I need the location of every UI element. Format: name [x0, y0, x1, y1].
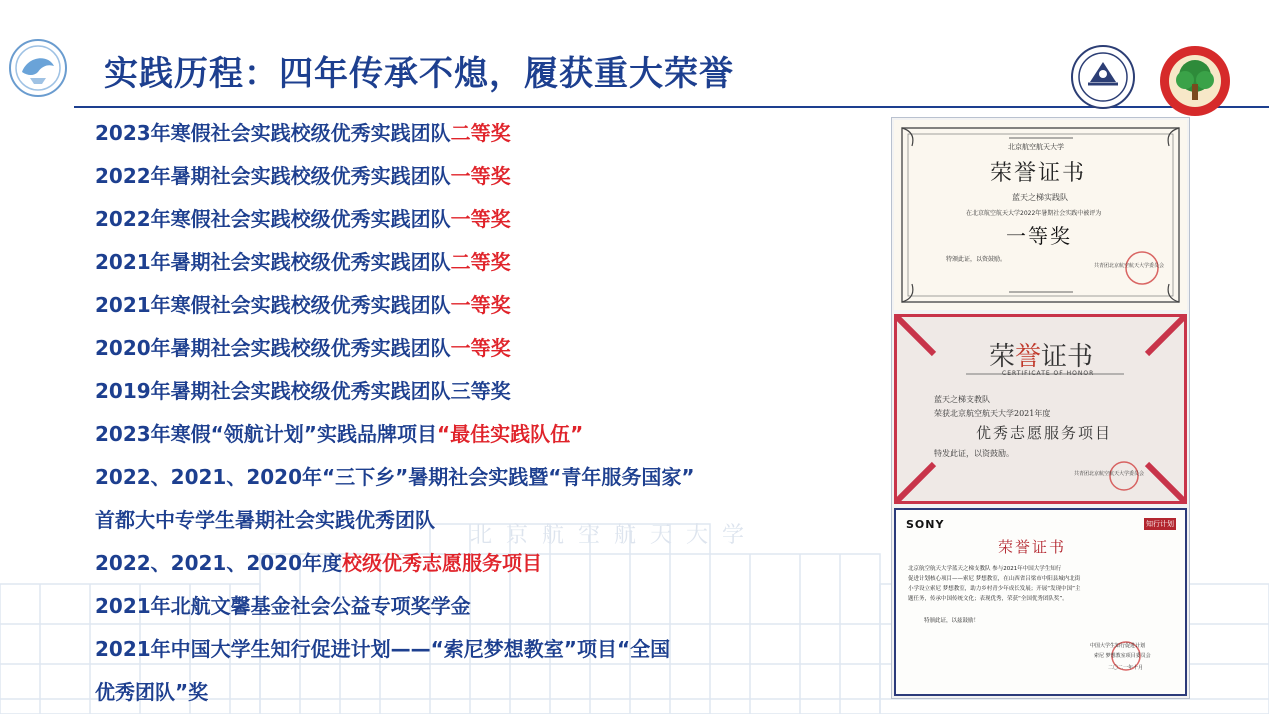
cert3-heading: 荣誉证书: [998, 538, 1067, 556]
list-item: 2021年北航文馨基金社会公益专项奖学金: [95, 594, 471, 618]
tree-emblem-icon: [1158, 44, 1232, 118]
list-item: 优秀团队”奖: [95, 680, 209, 704]
cert1-award: 一等奖: [1006, 224, 1072, 248]
cert3-body: 北京航空航天大学蓝天之梯支教队 参与2021年中国大学生知行 促进计划核心项目——索尼 梦想教室，在山西省吕梁市中阳县城内北街 小学设立索尼 梦想教室，助力乡村青少年成长发展；开展“发现中国”主 题任务，传承中国传统文化；表现优秀，荣获“全国优秀团队奖”。: [908, 566, 1081, 602]
list-item: 2019年暑期社会实践校级优秀实践团队三等奖: [95, 379, 511, 403]
cert3-date: 二〇二一年十月: [1108, 665, 1144, 671]
certificate-panel: [891, 117, 1190, 699]
list-item: 2021年暑期社会实践校级优秀实践团队二等奖: [95, 250, 511, 274]
cert3-brand: SONY: [906, 518, 945, 531]
certificate-3: [894, 508, 1187, 696]
list-item: 2022年寒假社会实践校级优秀实践团队一等奖: [95, 207, 511, 231]
list-item: 2020年暑期社会实践校级优秀实践团队一等奖: [95, 336, 511, 360]
list-item: 2023年寒假“领航计划”实践品牌项目“最佳实践队伍”: [95, 422, 584, 446]
certificate-2: [894, 314, 1187, 504]
certificate-1: [894, 120, 1187, 310]
cert3-tag: 知行计划: [1146, 520, 1174, 528]
list-item: 2022、2021、2020年度校级优秀志愿服务项目: [95, 551, 542, 575]
cert3-issuer-2: 索尼 梦想教室项目委员会: [1094, 653, 1151, 659]
cert2-subtitle: CERTIFICATE OF HONOR: [1002, 370, 1095, 377]
cert2-heading: 荣誉证书: [989, 342, 1094, 372]
list-item: 2021年中国大学生知行促进计划——“索尼梦想教室”项目“全国: [95, 637, 671, 661]
cert2-closing: 特发此证，以资鼓励。: [934, 449, 1014, 458]
cert2-team: 蓝天之梯支教队: [934, 395, 990, 404]
page-title: 实践历程：四年传承不熄，履获重大荣誉: [104, 54, 734, 94]
list-item: 2022、2021、2020年“三下乡”暑期社会实践暨“青年服务国家”: [95, 465, 695, 489]
cert1-body: 在北京航空航天大学2022年暑期社会实践中被评为: [966, 210, 1102, 217]
list-item: 首都大中专学生暑期社会实践优秀团队: [95, 508, 435, 532]
cert1-issuer: 共青团北京航空航天大学委员会: [1094, 263, 1165, 269]
list-item: 2021年寒假社会实践校级优秀实践团队一等奖: [95, 293, 511, 317]
school-emblem-icon: [8, 38, 68, 98]
cert1-closing: 特颁此证，以资鼓励。: [946, 256, 1007, 263]
beihang-seal-icon: [1070, 44, 1136, 110]
honor-list: [95, 117, 695, 719]
cert1-school: 北京航空航天大学: [1008, 143, 1064, 151]
cert3-issuer-1: 中国大学生知行促进计划: [1090, 643, 1146, 649]
cert1-heading: 荣誉证书: [990, 161, 1087, 186]
list-item: 2023年寒假社会实践校级优秀实践团队二等奖: [95, 121, 511, 145]
cert2-issuer: 共青团北京航空航天大学委员会: [1074, 471, 1145, 477]
cert2-award: 优秀志愿服务项目: [976, 424, 1113, 442]
cert2-body: 荣获北京航空航天大学2021年度: [934, 409, 1051, 418]
watermark-text: 北京航空航天大学: [470, 523, 759, 548]
list-item: 2022年暑期社会实践校级优秀实践团队一等奖: [95, 164, 511, 188]
cert1-team: 蓝天之梯实践队: [1012, 193, 1068, 202]
cert3-closing: 特颁此证，以兹鼓励！: [924, 618, 980, 624]
